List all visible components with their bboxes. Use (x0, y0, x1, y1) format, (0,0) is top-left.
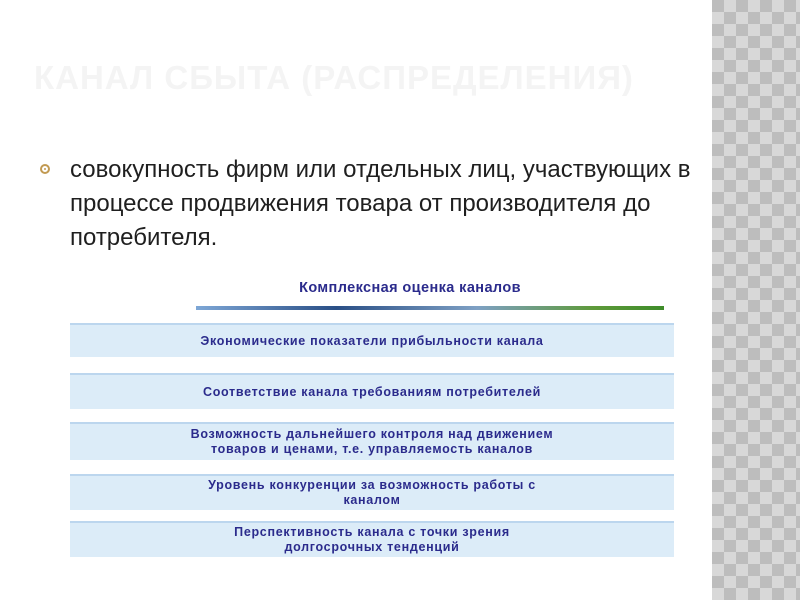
criterion-box-prospects (70, 521, 674, 557)
criterion-line: Возможность дальнейшего контроля над движением (190, 427, 554, 441)
slide-title: КАНАЛ СБЫТА (РАСПРЕДЕЛЕНИЯ) (34, 59, 634, 96)
criterion-box-control (70, 422, 674, 460)
criterion-line: Перспективность канала с точки зрения (234, 525, 510, 539)
criterion-line: долгосрочных тенденций (284, 540, 460, 554)
criterion-line: товаров и ценами, т.е. управляемость каналов (210, 442, 534, 456)
gradient-divider (196, 306, 664, 310)
criterion-line: каналом (343, 493, 401, 507)
bullet-text: совокупность фирм или отдельных лиц, участвующих в процессе продвижения товара от производителя до потребителя. (70, 156, 691, 251)
criterion-line: Уровень конкуренции за возможность работы с (208, 478, 536, 492)
criterion-line: Соответствие канала требованиям потребителей (202, 384, 542, 399)
criterion-line: Экономические показатели прибыльности канала (200, 333, 544, 348)
criterion-box-competition (70, 474, 674, 510)
criterion-box-consumer-fit (70, 373, 674, 409)
diagram-heading: Комплексная оценка каналов (299, 280, 521, 296)
criterion-box-profitability (70, 323, 674, 357)
